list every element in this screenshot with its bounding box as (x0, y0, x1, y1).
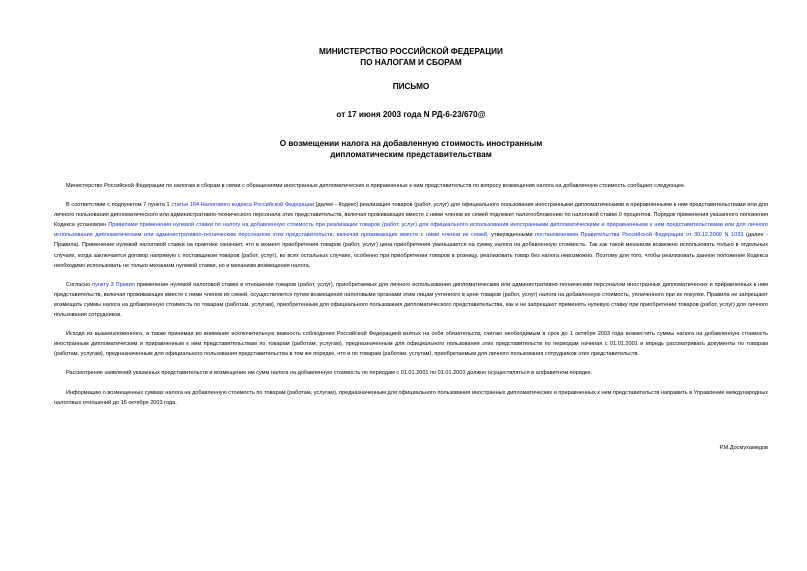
link-rules-item-3[interactable]: пункту 3 Правил (92, 281, 136, 288)
title-line-2: дипломатическим представительствам (330, 150, 492, 159)
ministry-line-1: МИНИСТЕРСТВО РОССИЙСКОЙ ФЕДЕРАЦИИ (319, 47, 503, 56)
signature: Р.М.Досмухамедов (719, 444, 768, 451)
paragraph-4: Исходя из вышеизложенного, а также принимая во внимание исключительную важность соблюдения Российской Федерацией взятых на себя обязательств, считаю необходимым в срок до 1 октября 2003 года возместить суммы налога на добавленную стоимость иностранным дипломатическим и приравненным к ним представительствам по товарам (работам, услугам), предназначенным для официального пользования этих представительств по периодам начиная с 01.01.2001 и впредь рассматривать документы по товарам (работам, услугам), предназначенным для официального пользования представительства в том же порядке, что и по товарам (работам, услугам), приобретаемым для личного пользования сотрудников этих представительств. (54, 331, 768, 358)
title-line-1: О возмещении налога на добавленную стоимость иностранным (279, 139, 543, 148)
letter-body (54, 181, 768, 408)
paragraph-3 (54, 280, 768, 320)
letter-document (54, 46, 768, 451)
document-title (54, 138, 768, 160)
paragraph-5: Рассмотрение заявлений указанных представительств и возмещение им сумм налога на добавленную стоимость по периодам с 01.01.2001 по 01.01.2003 должно осуществляться в алфавитном порядке. (66, 370, 593, 377)
paragraph-3-text-a: Согласно (66, 281, 93, 288)
ministry-line-2: ПО НАЛОГАМ И СБОРАМ (360, 58, 462, 67)
paragraph-2-text-b: (далее - Кодекс) реализация товаров (работ, услуг) для официального пользования иностранными дипломатическими и приравненными к ним представительствами или для личного пользования дипломатического или административно-технического персонала этих представительств, включая проживающих вместе с ними членов их семей подлежит налогообложению по налоговой ставке 0 процентов. Порядок применения указанного положения Кодекса установлен (54, 202, 768, 229)
paragraph-2-text-c: , утвержденными (487, 232, 536, 239)
link-government-resolution-1033[interactable]: постановлением Правительства Российской Федерации от 30.12.2000 N 1033 (535, 232, 744, 239)
paragraph-2-text-d: (далее - Правила). Применение нулевой налоговой ставки на практике означает, что в момент приобретения товаров (работ, услуг) цена приобретения уменьшается на сумму налога на добавленную стоимость. Так как такой механизм возможно использовать только в отдельных случаях, когда заключается договор напрямую с поставщиком товаров (работ, услуг), во всех остальных случаях, особенно при приобретении товаров в розницу, реализовать товар без налога невозможно. Поэтому для того, чтобы реализовать данное положение Кодекса необходимо использовать не только механизм нулевой ставки, но и механизм возмещения налога. (54, 232, 768, 269)
paragraph-2-text-a: В соответствии с подпунктом 7 пункта 1 (66, 202, 172, 209)
document-type: ПИСЬМО (392, 82, 430, 91)
paragraph-1: Министерство Российской Федерации по налогам и сборам в связи с обращениями иностранных дипломатических и приравненных к ним представительств по вопросу возмещения налога на добавленную стоимость сообщает следующее. (66, 183, 686, 189)
paragraph-6: Информацию о возмещенных суммах налога на добавленную стоимость по товарам (работам, услугам), предназначенным для официального пользования иностранных дипломатических и приравненных к ним представительств направить в Управление международных налоговых отношений до 15 октября 2003 года. (54, 389, 768, 406)
document-date-number: от 17 июня 2003 года N РД-6-23/670@ (336, 110, 486, 119)
link-tax-code-article-164[interactable]: статьи 164 Налогового кодекса Российской Федерации (171, 202, 314, 209)
paragraph-3-text-b: применение нулевой налоговой ставки в отношении товаров (работ, услуг), приобретаемых для личного использования дипломатическим или административно-техническим персоналом иностранных дипломатических и приравненных к ним представительств, включая проживающих вместе с ними членов их семей, осуществляется путем возмещения налоговыми органами этим лицам учтенного в цене товаров (работ, услуг) налога на добавленную стоимость, уплаченного при их покупке. Правила не запрещают возмещать суммы налога на добавленную стоимость по товарам (работам, услугам), приобретенным для официального пользования дипломатического представительства, как и не запрещают применять нулевую ставку при приобретении товаров (работ, услуг) для личного пользования сотрудников. (54, 281, 768, 319)
ministry-heading (54, 46, 768, 68)
link-zero-rate-rules[interactable]: Правилами применения нулевой ставки по налогу на добавленную стоимость при реализации товаров (работ, услуг) для официального использования иностранными дипломатическими и приравненными к ним представительствами или для личного использования дипломатическим или административно-техническим персоналом этих представительств, включая проживающих вместе с ними членов их семей (54, 222, 768, 239)
paragraph-2 (54, 200, 768, 271)
